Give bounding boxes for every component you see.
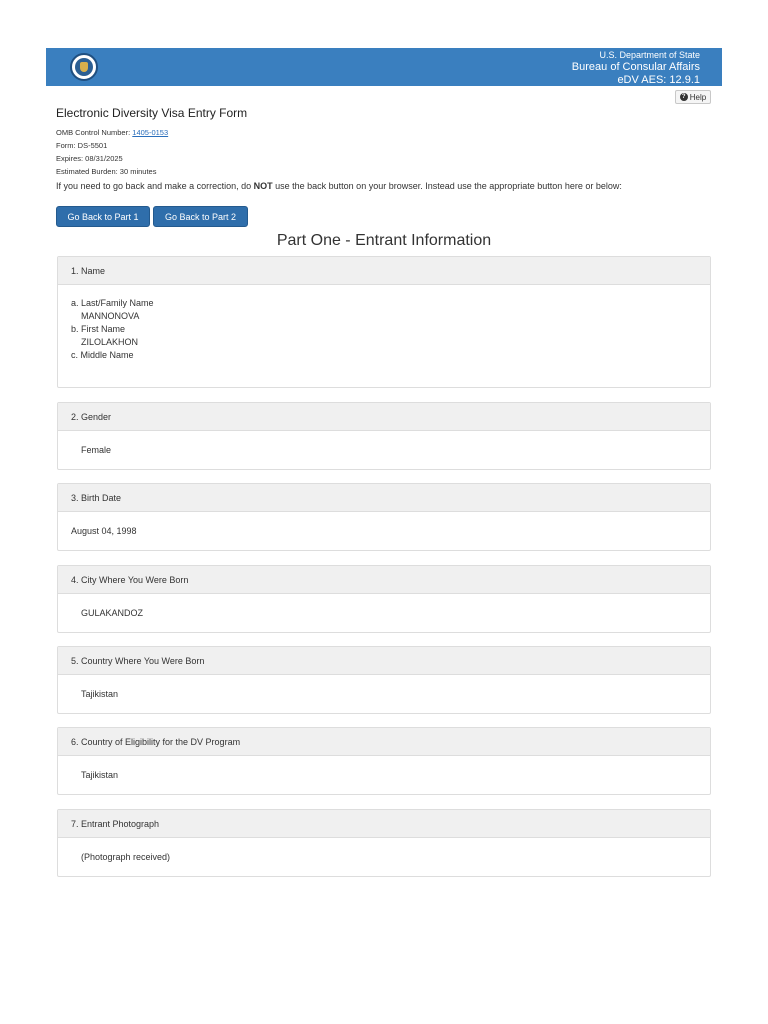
eligibility-country-panel-heading: 6. Country of Eligibility for the DV Program	[58, 728, 710, 756]
name-panel-heading: 1. Name	[58, 257, 710, 285]
gender-value: Female	[81, 445, 112, 455]
form-number: Form: DS-5501	[56, 141, 108, 150]
form-title: Electronic Diversity Visa Entry Form	[56, 106, 248, 120]
estimated-burden: Estimated Burden: 30 minutes	[56, 167, 157, 176]
help-label: Help	[689, 92, 707, 102]
help-button[interactable]	[675, 90, 711, 104]
birth-country-value: Tajikistan	[81, 689, 119, 699]
bureau-name: Bureau of Consular Affairs	[571, 61, 700, 73]
omb-number-link[interactable]: 1405-0153	[132, 128, 169, 137]
back-button-notice	[56, 181, 622, 191]
state-department-seal-icon	[70, 53, 98, 81]
header-text	[572, 51, 700, 86]
notice-text-start: If you need to go back and make a correction, do	[56, 181, 254, 191]
birth-city-panel-heading: 4. City Where You Were Born	[58, 566, 710, 594]
page-title: Part One - Entrant Information	[276, 232, 492, 249]
header-banner	[46, 48, 722, 86]
last-name-value: MANNONOVA	[81, 311, 140, 321]
photograph-panel	[57, 809, 711, 877]
name-panel-body	[58, 285, 710, 362]
app-version: eDV AES: 12.9.1	[617, 74, 700, 86]
eligibility-country-value: Tajikistan	[81, 770, 119, 780]
photograph-status: (Photograph received)	[81, 852, 171, 862]
middle-name-label: c. Middle Name	[71, 350, 134, 360]
name-panel	[57, 256, 711, 388]
first-name-value: ZILOLAKHON	[81, 337, 139, 347]
last-name-label: a. Last/Family Name	[71, 298, 154, 308]
birth-date-panel-heading: 3. Birth Date	[58, 484, 710, 512]
birth-date-value: August 04, 1998	[71, 526, 137, 536]
birth-country-panel	[57, 646, 711, 714]
gender-panel-heading: 2. Gender	[58, 403, 710, 431]
gender-panel	[57, 402, 711, 470]
omb-control-line	[56, 128, 168, 137]
birth-date-panel	[57, 483, 711, 551]
photograph-panel-heading: 7. Entrant Photograph	[58, 810, 710, 838]
eligibility-country-panel	[57, 727, 711, 795]
expiration-date: Expires: 08/31/2025	[56, 154, 123, 163]
birth-city-value: GULAKANDOZ	[81, 608, 144, 618]
birth-city-panel	[57, 565, 711, 633]
birth-country-panel-heading: 5. Country Where You Were Born	[58, 647, 710, 675]
omb-label: OMB Control Number:	[56, 128, 131, 137]
notice-text-end: use the back button on your browser. Instead use the appropriate button here or below:	[272, 181, 622, 191]
first-name-label: b. First Name	[71, 324, 126, 334]
go-back-part2-button[interactable]: Go Back to Part 2	[153, 206, 248, 227]
notice-emphasis: NOT	[253, 181, 273, 191]
department-name: U.S. Department of State	[599, 50, 700, 60]
go-back-part1-button[interactable]: Go Back to Part 1	[56, 206, 150, 227]
question-circle-icon: ?	[680, 93, 688, 101]
